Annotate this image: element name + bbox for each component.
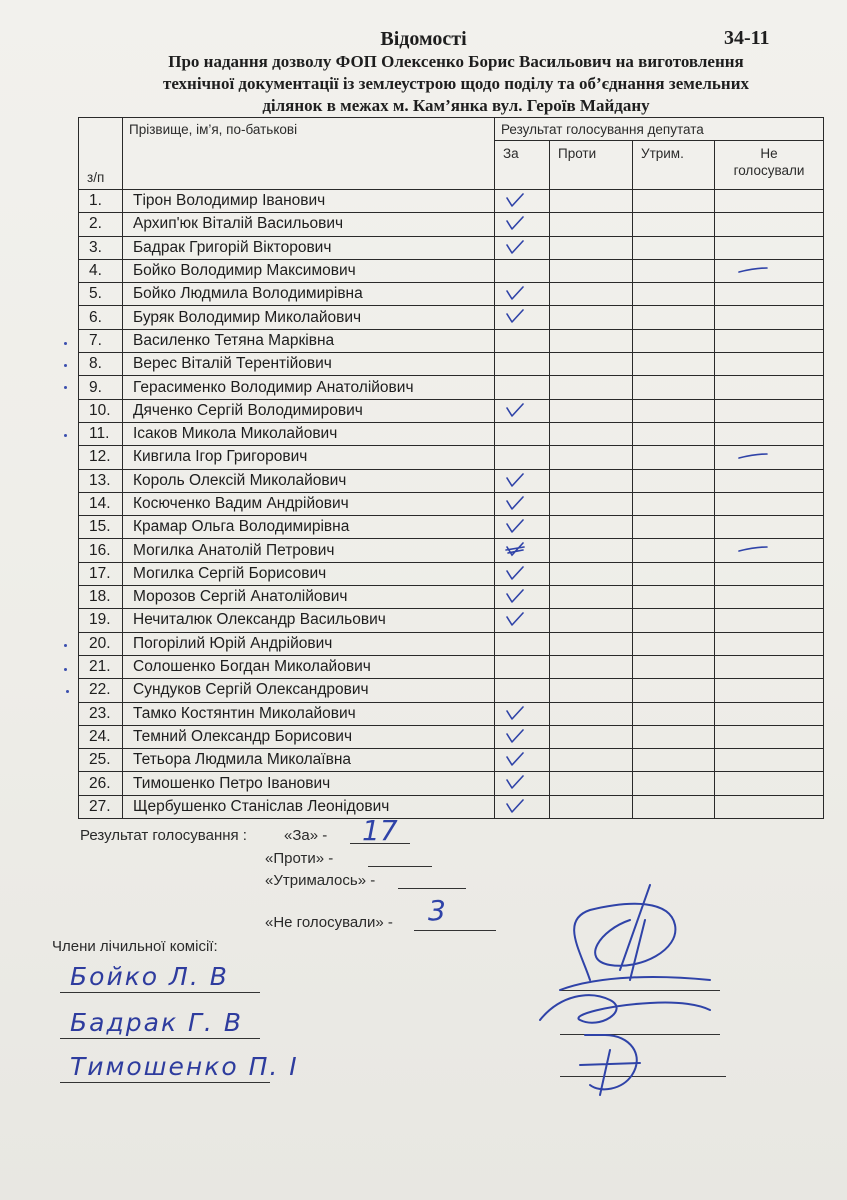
- row-number: 21.: [79, 655, 123, 678]
- vote-cell-abstain: [633, 213, 715, 236]
- row-number: 18.: [79, 586, 123, 609]
- table-row: [79, 306, 824, 329]
- deputy-name: Дяченко Сергій Володимирович: [123, 399, 495, 422]
- vote-cell-against: [550, 725, 633, 748]
- deputy-name: Могилка Анатолій Петрович: [123, 539, 495, 562]
- row-number: 16.: [79, 539, 123, 562]
- dash-mark-icon: [737, 451, 769, 461]
- check-mark-icon: [505, 472, 525, 488]
- summary-for-value: 17: [362, 814, 398, 847]
- deputy-name: Король Олексій Миколайович: [123, 469, 495, 492]
- vote-cell-for: [495, 539, 550, 562]
- deputy-name: Темний Олександр Борисович: [123, 725, 495, 748]
- table-row: [79, 795, 824, 818]
- check-mark-icon: [505, 565, 525, 581]
- dash-mark-icon: [737, 265, 769, 275]
- deputy-name: Буряк Володимир Миколайович: [123, 306, 495, 329]
- deputy-name: Бадрак Григорій Вікторович: [123, 236, 495, 259]
- table-row: [79, 586, 824, 609]
- vote-cell-not-voted: [715, 632, 824, 655]
- deputy-name: Тетьора Людмила Миколаївна: [123, 749, 495, 772]
- table-row: [79, 516, 824, 539]
- margin-dot: [64, 386, 67, 389]
- summary-not-voted-line: [414, 930, 496, 931]
- summary-against-line: [368, 866, 432, 867]
- vote-cell-abstain: [633, 772, 715, 795]
- deputy-name: Бойко Людмила Володимирівна: [123, 283, 495, 306]
- vote-cell-against: [550, 562, 633, 585]
- vote-cell-abstain: [633, 702, 715, 725]
- vote-cell-not-voted: [715, 376, 824, 399]
- vote-cell-against: [550, 492, 633, 515]
- vote-cell-for: [495, 516, 550, 539]
- table-row: [79, 353, 824, 376]
- vote-cell-against: [550, 772, 633, 795]
- table-row: [79, 283, 824, 306]
- summary-against-label: «Проти» -: [265, 850, 334, 867]
- vote-cell-for: [495, 236, 550, 259]
- vote-cell-not-voted: [715, 190, 824, 213]
- deputy-name: Тимошенко Петро Іванович: [123, 772, 495, 795]
- vote-cell-abstain: [633, 422, 715, 445]
- check-mark-icon: [505, 774, 525, 790]
- margin-dot: [66, 690, 69, 693]
- summary-abstain-label: «Утрималось» -: [265, 872, 376, 889]
- table-row: [79, 632, 824, 655]
- table-row: [79, 655, 824, 678]
- summary-abstain-line: [398, 888, 466, 889]
- row-number: 25.: [79, 749, 123, 772]
- table-row: [79, 702, 824, 725]
- vote-cell-for: [495, 329, 550, 352]
- vote-cell-against: [550, 446, 633, 469]
- margin-dot: [64, 434, 67, 437]
- vote-cell-for: [495, 283, 550, 306]
- vote-cell-abstain: [633, 562, 715, 585]
- vote-cell-against: [550, 329, 633, 352]
- check-mark-icon: [505, 611, 525, 627]
- check-mark-icon: [505, 192, 525, 208]
- vote-cell-not-voted: [715, 562, 824, 585]
- vote-cell-not-voted: [715, 586, 824, 609]
- table-row: [79, 329, 824, 352]
- vote-cell-abstain: [633, 329, 715, 352]
- commission-member-3: Тимошенко П. І: [70, 1052, 299, 1081]
- document-subtitle: [96, 51, 816, 117]
- deputy-name: Нечиталюк Олександр Васильович: [123, 609, 495, 632]
- row-number: 27.: [79, 795, 123, 818]
- vote-cell-not-voted: [715, 399, 824, 422]
- vote-cell-against: [550, 586, 633, 609]
- vote-cell-not-voted: [715, 702, 824, 725]
- vote-cell-for: [495, 609, 550, 632]
- row-number: 10.: [79, 399, 123, 422]
- vote-cell-for: [495, 422, 550, 445]
- header-abstain: Утрим.: [633, 141, 715, 190]
- check-mark-icon: [505, 402, 525, 418]
- table-row: [79, 562, 824, 585]
- table-row: [79, 446, 824, 469]
- deputy-name: Косюченко Вадим Андрійович: [123, 492, 495, 515]
- vote-cell-for: [495, 679, 550, 702]
- vote-cell-for: [495, 562, 550, 585]
- table-row: [79, 236, 824, 259]
- vote-cell-abstain: [633, 795, 715, 818]
- header-not-voted-line1: Не: [760, 146, 778, 161]
- deputy-name: Крамар Ольга Володимирівна: [123, 516, 495, 539]
- signature-line: [60, 992, 260, 993]
- row-number: 24.: [79, 725, 123, 748]
- commission-member-2: Бадрак Г. В: [70, 1008, 243, 1037]
- deputy-name: Ісаков Микола Миколайович: [123, 422, 495, 445]
- vote-cell-for: [495, 725, 550, 748]
- vote-cell-abstain: [633, 586, 715, 609]
- signature-line: [60, 1082, 270, 1083]
- vote-cell-for: [495, 492, 550, 515]
- vote-cell-abstain: [633, 655, 715, 678]
- check-mark-icon: [505, 728, 525, 744]
- header-name: Прізвище, ім’я, по-батькові: [123, 118, 495, 190]
- vote-cell-not-voted: [715, 655, 824, 678]
- row-number: 13.: [79, 469, 123, 492]
- vote-cell-not-voted: [715, 446, 824, 469]
- vote-cell-against: [550, 283, 633, 306]
- deputy-name: Герасименко Володимир Анатолійович: [123, 376, 495, 399]
- vote-cell-against: [550, 259, 633, 282]
- row-number: 8.: [79, 353, 123, 376]
- table-row: [79, 376, 824, 399]
- commission-label: Члени лічильної комісії:: [52, 938, 218, 955]
- vote-cell-against: [550, 306, 633, 329]
- deputy-name: Солошенко Богдан Миколайович: [123, 655, 495, 678]
- vote-cell-against: [550, 609, 633, 632]
- table-row: [79, 422, 824, 445]
- table-row: [79, 749, 824, 772]
- vote-cell-abstain: [633, 609, 715, 632]
- vote-cell-for: [495, 306, 550, 329]
- vote-cell-for: [495, 190, 550, 213]
- check-mark-icon: [505, 588, 525, 604]
- deputy-name: Архип'юк Віталій Васильович: [123, 213, 495, 236]
- table-row: [79, 213, 824, 236]
- vote-cell-for: [495, 632, 550, 655]
- vote-cell-against: [550, 749, 633, 772]
- vote-cell-for: [495, 795, 550, 818]
- table-row: [79, 190, 824, 213]
- table-row: [79, 725, 824, 748]
- row-number: 26.: [79, 772, 123, 795]
- vote-cell-against: [550, 702, 633, 725]
- check-mark-icon: [505, 215, 525, 231]
- deputy-name: Сундуков Сергій Олександрович: [123, 679, 495, 702]
- row-number: 6.: [79, 306, 123, 329]
- vote-cell-not-voted: [715, 492, 824, 515]
- vote-cell-against: [550, 679, 633, 702]
- header-for: За: [495, 141, 550, 190]
- check-mark-icon: [505, 705, 525, 721]
- row-number: 1.: [79, 190, 123, 213]
- vote-cell-against: [550, 190, 633, 213]
- table-row: [79, 772, 824, 795]
- deputy-name: Тамко Костянтин Миколайович: [123, 702, 495, 725]
- vote-cell-for: [495, 446, 550, 469]
- vote-cell-for: [495, 213, 550, 236]
- vote-cell-not-voted: [715, 213, 824, 236]
- document-title: Відомості: [380, 28, 467, 50]
- vote-cell-not-voted: [715, 353, 824, 376]
- vote-cell-abstain: [633, 259, 715, 282]
- margin-dot: [64, 342, 67, 345]
- row-number: 7.: [79, 329, 123, 352]
- vote-cell-abstain: [633, 236, 715, 259]
- vote-cell-not-voted: [715, 469, 824, 492]
- margin-dot: [64, 364, 67, 367]
- check-mark-icon: [505, 239, 525, 255]
- vote-cell-abstain: [633, 446, 715, 469]
- crossed-check-mark-icon: [505, 541, 525, 557]
- row-number: 4.: [79, 259, 123, 282]
- header-not-voted: [715, 141, 824, 190]
- vote-cell-against: [550, 353, 633, 376]
- check-mark-icon: [505, 285, 525, 301]
- vote-cell-abstain: [633, 632, 715, 655]
- margin-dot: [64, 668, 67, 671]
- row-number: 22.: [79, 679, 123, 702]
- vote-cell-against: [550, 236, 633, 259]
- header-against: Проти: [550, 141, 633, 190]
- subtitle-line: ділянок в межах м. Кам’янка вул. Героїв Майдану: [262, 96, 650, 115]
- deputy-name: Кивгила Ігор Григорович: [123, 446, 495, 469]
- summary-for-label: «За» -: [284, 827, 328, 844]
- vote-cell-abstain: [633, 539, 715, 562]
- vote-cell-abstain: [633, 469, 715, 492]
- vote-cell-against: [550, 399, 633, 422]
- row-number: 9.: [79, 376, 123, 399]
- summary-label: Результат голосування :: [80, 827, 247, 844]
- subtitle-line: Про надання дозволу ФОП Олексенко Борис Васильович на виготовлення: [168, 52, 744, 71]
- vote-cell-not-voted: [715, 539, 824, 562]
- deputy-name: Верес Віталій Терентійович: [123, 353, 495, 376]
- vote-cell-for: [495, 259, 550, 282]
- vote-cell-not-voted: [715, 236, 824, 259]
- row-number: 23.: [79, 702, 123, 725]
- vote-cell-not-voted: [715, 749, 824, 772]
- vote-cell-not-voted: [715, 725, 824, 748]
- check-mark-icon: [505, 751, 525, 767]
- margin-dot: [64, 644, 67, 647]
- table-row: [79, 539, 824, 562]
- vote-cell-for: [495, 702, 550, 725]
- signature-3: [570, 1025, 680, 1100]
- check-mark-icon: [505, 495, 525, 511]
- row-number: 12.: [79, 446, 123, 469]
- vote-cell-for: [495, 586, 550, 609]
- vote-cell-against: [550, 655, 633, 678]
- deputy-name: Погорілий Юрій Андрійович: [123, 632, 495, 655]
- deputy-name: Морозов Сергій Анатолійович: [123, 586, 495, 609]
- deputy-name: Бойко Володимир Максимович: [123, 259, 495, 282]
- vote-cell-not-voted: [715, 306, 824, 329]
- vote-cell-abstain: [633, 190, 715, 213]
- vote-cell-not-voted: [715, 516, 824, 539]
- document-number: 34-11: [724, 27, 770, 49]
- row-number: 2.: [79, 213, 123, 236]
- vote-cell-abstain: [633, 306, 715, 329]
- row-number: 14.: [79, 492, 123, 515]
- vote-cell-not-voted: [715, 259, 824, 282]
- vote-cell-abstain: [633, 283, 715, 306]
- signature-line: [60, 1038, 260, 1039]
- vote-cell-not-voted: [715, 772, 824, 795]
- row-number: 17.: [79, 562, 123, 585]
- table-row: [79, 259, 824, 282]
- vote-cell-not-voted: [715, 679, 824, 702]
- check-mark-icon: [505, 798, 525, 814]
- table-row: [79, 469, 824, 492]
- vote-cell-abstain: [633, 492, 715, 515]
- deputy-name: Могилка Сергій Борисович: [123, 562, 495, 585]
- vote-cell-against: [550, 516, 633, 539]
- vote-cell-not-voted: [715, 609, 824, 632]
- vote-cell-abstain: [633, 679, 715, 702]
- vote-cell-for: [495, 399, 550, 422]
- subtitle-line: технічної документації із землеустрою щодо поділу та об’єднання земельних: [162, 74, 750, 93]
- vote-cell-against: [550, 795, 633, 818]
- vote-cell-not-voted: [715, 795, 824, 818]
- vote-cell-abstain: [633, 725, 715, 748]
- check-mark-icon: [505, 308, 525, 324]
- vote-cell-abstain: [633, 376, 715, 399]
- vote-cell-against: [550, 213, 633, 236]
- vote-cell-abstain: [633, 353, 715, 376]
- vote-cell-against: [550, 469, 633, 492]
- row-number: 15.: [79, 516, 123, 539]
- deputy-name: Щербушенко Станіслав Леонідович: [123, 795, 495, 818]
- row-number: 5.: [79, 283, 123, 306]
- row-number: 3.: [79, 236, 123, 259]
- dash-mark-icon: [737, 544, 769, 554]
- deputy-name: Тірон Володимир Іванович: [123, 190, 495, 213]
- summary-not-voted-value: 3: [428, 894, 446, 927]
- vote-cell-abstain: [633, 516, 715, 539]
- row-number: 20.: [79, 632, 123, 655]
- vote-cell-for: [495, 376, 550, 399]
- deputy-name: Василенко Тетяна Марківна: [123, 329, 495, 352]
- table-row: [79, 492, 824, 515]
- summary-not-voted-label: «Не голосували» -: [265, 914, 393, 931]
- vote-cell-not-voted: [715, 283, 824, 306]
- vote-cell-abstain: [633, 749, 715, 772]
- vote-cell-against: [550, 539, 633, 562]
- vote-cell-for: [495, 353, 550, 376]
- vote-cell-for: [495, 772, 550, 795]
- commission-member-1: Бойко Л. В: [70, 962, 229, 991]
- vote-cell-not-voted: [715, 422, 824, 445]
- vote-cell-abstain: [633, 399, 715, 422]
- voting-table: [78, 117, 824, 819]
- check-mark-icon: [505, 518, 525, 534]
- row-number: 11.: [79, 422, 123, 445]
- vote-cell-for: [495, 469, 550, 492]
- header-result: Результат голосування депутата: [495, 118, 824, 141]
- vote-cell-for: [495, 749, 550, 772]
- vote-cell-against: [550, 422, 633, 445]
- header-number: з/п: [79, 118, 123, 190]
- vote-cell-for: [495, 655, 550, 678]
- table-row: [79, 399, 824, 422]
- row-number: 19.: [79, 609, 123, 632]
- table-row: [79, 679, 824, 702]
- vote-cell-against: [550, 376, 633, 399]
- vote-cell-not-voted: [715, 329, 824, 352]
- vote-cell-against: [550, 632, 633, 655]
- voting-table-body: [79, 190, 824, 819]
- table-row: [79, 609, 824, 632]
- header-not-voted-line2: голосували: [733, 163, 805, 178]
